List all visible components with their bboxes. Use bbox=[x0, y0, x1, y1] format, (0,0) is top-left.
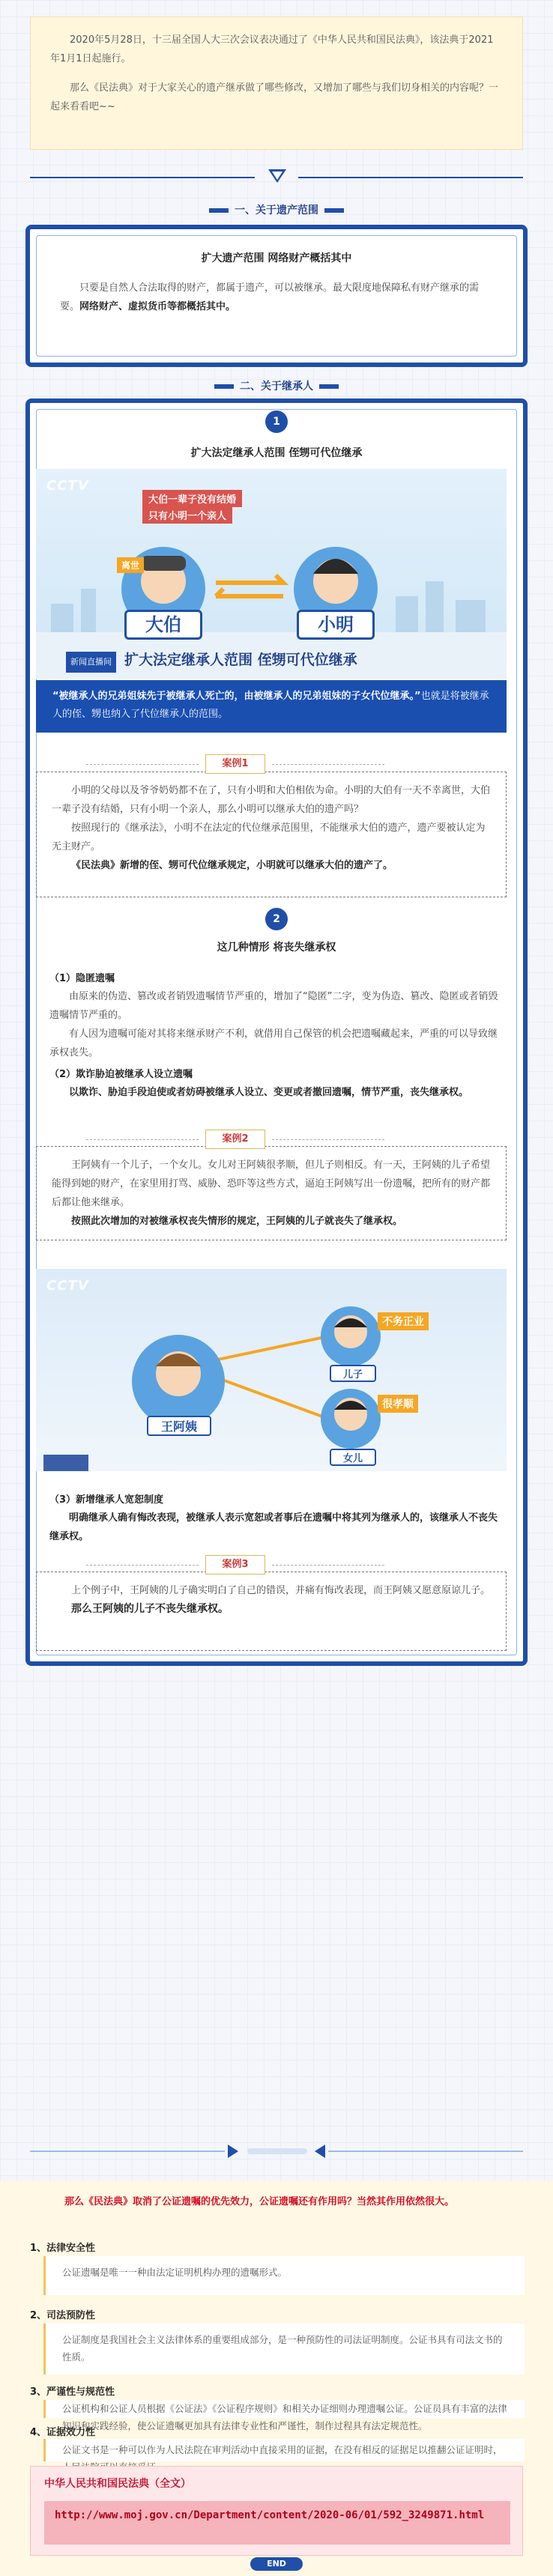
case1-paragraph-2: 按照现行的《继承法》，小明不在法定的代位继承范围里，不能继承大伯的遗产，遗产要被认定为无主财产。 bbox=[52, 822, 486, 852]
law-title: 中华人民共和国民法典（全文） bbox=[44, 2478, 191, 2490]
label-uncle: 大伯 bbox=[124, 610, 202, 640]
number-badge-1: 1 bbox=[265, 410, 288, 433]
son-tag: 不务正业 bbox=[378, 1312, 429, 1330]
case-tag-2: 案例2 bbox=[205, 1130, 265, 1149]
daughter-tag: 很孝顺 bbox=[378, 1395, 418, 1413]
play-arrow-icon bbox=[228, 2145, 238, 2158]
point-title-2: 2、司法预防性 bbox=[30, 2310, 96, 2321]
video-bubble-2: 只有小明一个亲人 bbox=[142, 506, 232, 524]
number-badge-2: 2 bbox=[265, 908, 288, 930]
video-bubble-1: 大伯一辈子没有结婚 bbox=[142, 490, 242, 507]
video-illustration-2 bbox=[36, 1269, 507, 1471]
intro-paragraph-2: 那么《民法典》对于大家关心的遗产继承做了哪些修改，又增加了哪些与我们切身相关的内容呢？一起来看看吧~~ bbox=[50, 82, 499, 112]
notary-question: 那么《民法典》取消了公证遗嘱的优先效力，公证遗嘱还有作用吗？当然其作用依然很大。 bbox=[64, 2196, 455, 2207]
item3-text: 明确继承人确有悔改表现，被继承人表示宽恕或者事后在遗嘱中将其列为继承人的，该继承人不丧失继承权。 bbox=[49, 1512, 498, 1542]
section-title-1: 一、关于遗产范围 bbox=[0, 202, 553, 217]
item2-title: （2）欺诈胁迫被继承人设立遗嘱 bbox=[49, 1069, 193, 1080]
play-arrow-icon bbox=[315, 2145, 325, 2158]
label-aunt-wang: 王阿姨 bbox=[147, 1416, 211, 1436]
item1-title: （1）隐匿遗嘱 bbox=[49, 973, 115, 984]
intro-paragraph-1: 2020年5月28日，十三届全国人大三次会议表决通过了《中华人民共和国民法典》，该法典于2021年1月1日起施行。 bbox=[50, 34, 494, 64]
case2-paragraph-2: 按照此次增加的对被继承权丧失情形的规定，王阿姨的儿子就丧失了继承权。 bbox=[71, 1216, 403, 1227]
case-tag-1: 案例1 bbox=[205, 754, 265, 774]
cctv-logo: CCTV bbox=[46, 478, 89, 494]
heir-heading-1: 扩大法定继承人范围 侄甥可代位继承 bbox=[190, 447, 363, 459]
estate-scope-text: 只要是自然人合法取得的财产，都属于遗产，可以被继承。最大限度地保障私有财产继承的需要。网络财产、虚拟货币等都概括其中。 bbox=[60, 282, 480, 312]
divider-decoration-2 bbox=[30, 2144, 523, 2159]
section-title-2: 二、关于继承人 bbox=[0, 378, 553, 393]
caption-tag: 新闻直播间 bbox=[66, 652, 116, 673]
point-title-1: 1、法律安全性 bbox=[30, 2243, 96, 2254]
case1-paragraph-1: 小明的父母以及爷爷奶奶都不在了，只有小明和大伯相依为命。小明的大伯有一天不幸离世，大伯一辈子没有结婚，只有小明一个亲人，那么小明可以继承大伯的遗产吗？ bbox=[52, 785, 491, 815]
intro-box bbox=[30, 16, 523, 150]
estate-scope-heading: 扩大遗产范围 网络财产概括其中 bbox=[201, 252, 352, 264]
video-caption: 扩大法定继承人范围 侄甥可代位继承 bbox=[124, 652, 357, 668]
point-title-3: 3、严谨性与规范性 bbox=[30, 2386, 115, 2398]
item3-title: （3）新增继承人宽恕制度 bbox=[49, 1494, 164, 1506]
estate-scope-panel bbox=[25, 225, 528, 367]
heir-heading-2: 这几种情形 将丧失继承权 bbox=[217, 942, 336, 954]
case-box-3 bbox=[36, 1572, 507, 1651]
label-xiaoming: 小明 bbox=[297, 610, 375, 640]
point-body-1: 公证遗嘱是唯一一种由法定证明机构办理的遗嘱形式。 bbox=[43, 2256, 525, 2295]
end-badge: END bbox=[250, 2557, 303, 2571]
item2-text: 以欺诈、胁迫手段迫使或者妨碍被继承人设立、变更或者撤回遗嘱，情节严重，丧失继承权。 bbox=[69, 1087, 469, 1098]
case3-paragraph-1: 上个例子中，王阿姨的儿子确实明白了自己的错误，并痛有悔改表现，而王阿姨又愿意原谅儿子。 bbox=[71, 1585, 491, 1596]
deceased-tag: 离世 bbox=[117, 557, 144, 573]
point-body-2: 公证制度是我国社会主义法律体系的重要组成部分，是一种预防性的司法证明制度。公证书具有司法文书的性质。 bbox=[43, 2324, 525, 2375]
case1-paragraph-3: 《民法典》新增的侄、甥可代位继承规定，小明就可以继承大伯的遗产了。 bbox=[71, 860, 393, 871]
law-url-link[interactable]: http://www.moj.gov.cn/Department/content/2020-06/01/592_3249871.html bbox=[44, 2501, 510, 2545]
video-illustration-1 bbox=[36, 469, 507, 679]
label-son: 儿子 bbox=[330, 1365, 376, 1382]
divider-decoration bbox=[30, 169, 523, 184]
case-box-1 bbox=[36, 772, 507, 897]
label-daughter: 女儿 bbox=[330, 1449, 376, 1466]
law-reference-box bbox=[30, 2466, 523, 2556]
point-body-3: 公证机构和公证人员根据《公证法》《公证程序规则》和相关办证细则办理遗嘱公证。公证员具有丰富的法律知识和实践经验，使公证遗嘱更加具有法律专业性和严谨性，制作过程具有法定规范性。 bbox=[43, 2400, 525, 2418]
cctv-logo: CCTV bbox=[46, 1278, 89, 1294]
case2-paragraph-1: 王阿姨有一个儿子，一个女儿。女儿对王阿姨很孝顺，但儿子则相反。有一天，王阿姨的儿子希望能得到她的财产，在家里用打骂、威胁、恐吓等这些方式，逼迫王阿姨写出一份遗嘱，把所有的财产都后都让他来继承。 bbox=[52, 1160, 491, 1208]
case-box-2 bbox=[36, 1146, 507, 1240]
case-tag-3: 案例3 bbox=[205, 1555, 265, 1575]
point-body-4: 公证文书是一种可以作为人民法院在审判活动中直接采用的证据，在没有相反的证据足以推翻公证证明时， bbox=[43, 2439, 525, 2461]
law-quote-callout: “被继承人的兄弟姐妹先于被继承人死亡的，由被继承人的兄弟姐妹的子女代位继承。”也就是将被继承人的侄、甥也纳入了代位继承人的范围。 bbox=[36, 680, 507, 733]
case3-paragraph-2: 那么王阿姨的儿子不丧失继承权。 bbox=[71, 1603, 229, 1615]
item1-text: 由原来的伪造、篡改或者销毁遗嘱情节严重的，增加了“隐匿”二字，变为伪造、篡改、隐匿或者销毁遗嘱情节严重的。 有人因为遗嘱可能对其将来继承财产不利，就借用自己保管的机会把遗嘱藏起来，严重的可以导致继承权丧失。 bbox=[49, 991, 498, 1058]
point-title-4: 4、证据效力性 bbox=[30, 2427, 96, 2438]
